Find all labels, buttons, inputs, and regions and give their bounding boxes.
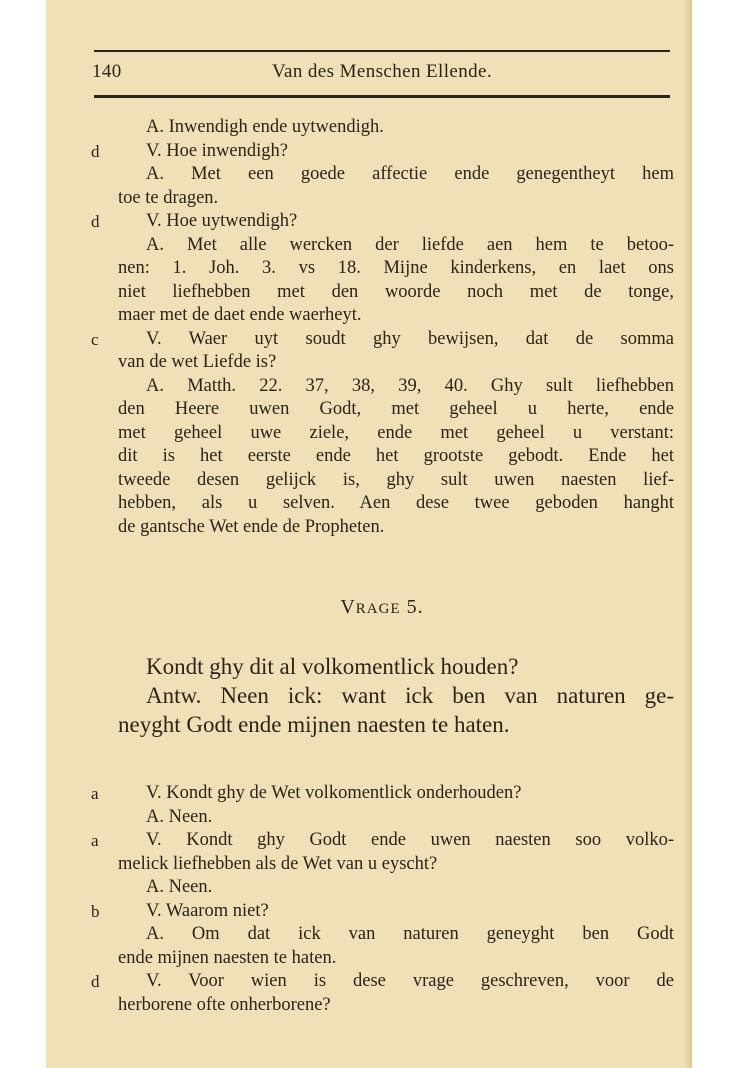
section-heading	[92, 596, 672, 619]
text-line	[91, 140, 674, 164]
line-text: tweede desen gelijck is, ghy sult uwen naesten lief-	[118, 469, 674, 490]
question-line	[118, 681, 674, 710]
margin-marker: d	[91, 141, 100, 161]
page-number: 140	[92, 61, 122, 82]
header-rule-top	[94, 50, 670, 52]
question-line	[118, 710, 674, 739]
line-text: V. Waarom niet?	[146, 900, 269, 921]
text-line	[118, 281, 674, 305]
text-line	[118, 375, 674, 399]
question-line	[118, 652, 674, 681]
line-text: de gantsche Wet ende de Propheten.	[118, 516, 385, 537]
text-line	[118, 806, 674, 830]
line-text: V. Waer uyt soudt ghy bewijsen, dat de somma	[146, 328, 674, 349]
line-text: maer met de daet ende waerheyt.	[118, 305, 362, 325]
text-line	[118, 445, 674, 469]
line-text: ende mijnen naesten te haten.	[118, 947, 337, 968]
text-line	[118, 257, 674, 281]
text-line	[118, 398, 674, 422]
line-text: V. Kondt ghy Godt ende uwen naesten soo volko-	[146, 830, 674, 850]
text-line	[118, 304, 674, 328]
heading-rest: RAGE	[355, 601, 401, 617]
line-text: A. Met alle wercken der liefde aen hem te betoo-	[146, 234, 674, 255]
margin-marker: a	[91, 831, 99, 850]
margin-marker: d	[91, 212, 100, 231]
line-text: Kondt ghy dit al volkomentlick houden?	[146, 654, 519, 679]
text-line	[118, 853, 674, 877]
line-text: neyght Godt ende mijnen naesten te haten.	[118, 712, 510, 737]
line-text: dit is het eerste ende het grootste gebodt. Ende het	[118, 446, 674, 466]
line-text: den Heere uwen Godt, met geheel u herte, ende	[118, 399, 674, 419]
page-edge	[684, 0, 692, 1068]
catechism-section-1	[91, 116, 674, 539]
line-text: herborene ofte onherborene?	[118, 994, 331, 1015]
line-text: Antw. Neen ick: want ick ben van naturen ge-	[146, 683, 674, 708]
margin-marker: d	[91, 972, 100, 991]
line-text: melick liefhebben als de Wet van u eyscht?	[118, 853, 438, 874]
book-page	[46, 0, 692, 1068]
text-line	[118, 947, 674, 971]
text-line	[91, 782, 674, 806]
text-line	[118, 234, 674, 258]
text-line	[118, 923, 674, 947]
heading-number: 5.	[406, 596, 424, 618]
line-text: A. Inwendigh ende uytwendigh.	[146, 117, 384, 137]
margin-marker: c	[91, 329, 99, 349]
text-line	[91, 970, 674, 994]
text-line	[91, 328, 674, 352]
text-line	[118, 351, 674, 375]
margin-marker: a	[91, 784, 99, 803]
text-line	[118, 876, 674, 900]
line-text: V. Voor wien is dese vrage geschreven, voor de	[146, 971, 674, 991]
catechism-section-2	[91, 782, 674, 1017]
text-line	[118, 469, 674, 493]
text-line	[118, 422, 674, 446]
line-text: A. Neen.	[146, 877, 213, 897]
running-header	[92, 61, 672, 87]
text-line	[118, 516, 674, 540]
text-line	[91, 829, 674, 853]
text-line	[91, 900, 674, 924]
line-text: A. Met een goede affectie ende genegentheyt hem	[146, 164, 674, 184]
line-text: nen: 1. Joh. 3. vs 18. Mijne kinderkens, en laet ons	[118, 258, 674, 278]
line-text: met geheel uwe ziele, ende met geheel u verstant:	[118, 422, 674, 443]
line-text: V. Kondt ghy de Wet volkomentlick onderhouden?	[146, 783, 522, 803]
line-text: V. Hoe inwendigh?	[146, 140, 288, 161]
line-text: A. Om dat ick van naturen geneyght ben Godt	[146, 924, 674, 944]
line-text: A. Neen.	[146, 806, 213, 827]
text-line	[118, 116, 674, 140]
line-text: toe te dragen.	[118, 187, 219, 208]
line-text: van de wet Liefde is?	[118, 352, 277, 372]
header-rule-bottom	[94, 95, 670, 98]
margin-marker: b	[91, 901, 100, 921]
line-text: niet liefhebben met den woorde noch met de tonge,	[118, 281, 674, 302]
text-line	[118, 163, 674, 187]
text-line	[118, 492, 674, 516]
text-line	[118, 994, 674, 1018]
text-line	[91, 210, 674, 234]
text-line	[118, 187, 674, 211]
line-text: hebben, als u selven. Aen dese twee geboden hanght	[118, 493, 674, 513]
running-title: Van des Menschen Ellende.	[272, 61, 492, 82]
line-text: V. Hoe uytwendigh?	[146, 211, 298, 231]
heading-initial: V	[340, 596, 356, 618]
line-text: A. Matth. 22. 37, 38, 39, 40. Ghy sult liefhebben	[146, 375, 674, 396]
main-question	[118, 652, 674, 739]
